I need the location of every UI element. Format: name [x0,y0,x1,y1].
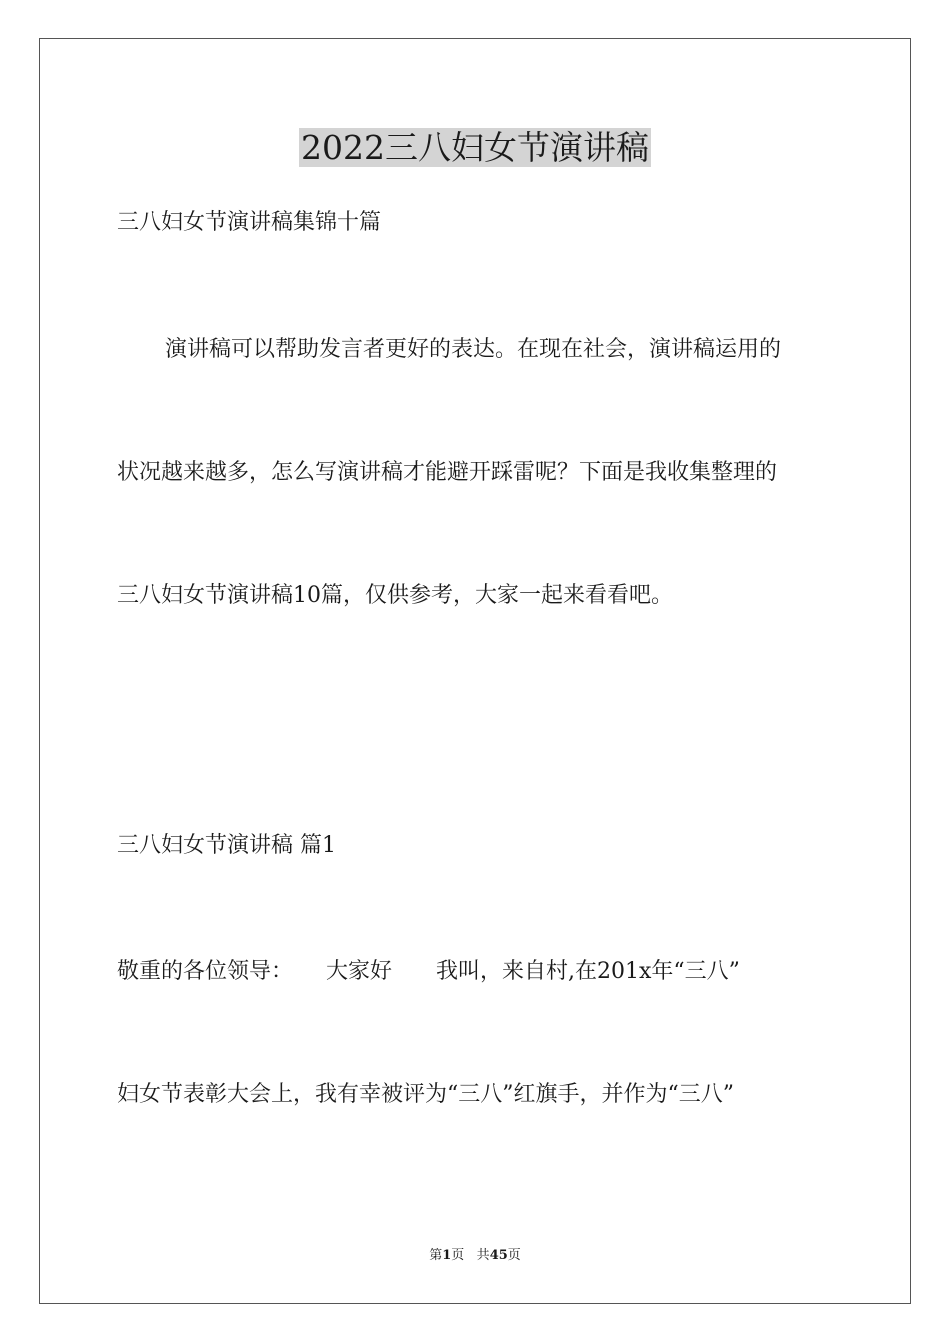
intro-line-3: 三八妇女节演讲稿10篇，仅供参考，大家一起来看看吧。 [117,583,673,608]
section-heading: 三八妇女节演讲稿 篇1 [117,833,336,858]
body-line-1: 敬重的各位领导： 大家好 我叫，来自村,在201x年“三八” [117,959,740,984]
intro-line-1: 演讲稿可以帮助发言者更好的表达。在现在社会，演讲稿运用的 [165,337,782,362]
document-subtitle: 三八妇女节演讲稿集锦十篇 [117,210,382,235]
document-title-text: 2022三八妇女节演讲稿 [301,128,649,167]
body-line-2: 妇女节表彰大会上，我有幸被评为“三八”红旗手，并作为“三八” [117,1082,734,1107]
document-title [0,124,950,172]
footer-total-prefix: 共 [476,1248,490,1263]
footer-page-number: 1 [442,1248,452,1263]
footer-page-prefix: 第 [429,1248,443,1263]
page-footer [0,1247,950,1265]
intro-line-2: 状况越来越多，怎么写演讲稿才能避开踩雷呢？下面是我收集整理的 [117,460,778,485]
footer-total-suffix: 页 [507,1248,521,1263]
footer-total-pages: 45 [489,1248,508,1263]
footer-page-suffix: 页 [451,1248,465,1263]
